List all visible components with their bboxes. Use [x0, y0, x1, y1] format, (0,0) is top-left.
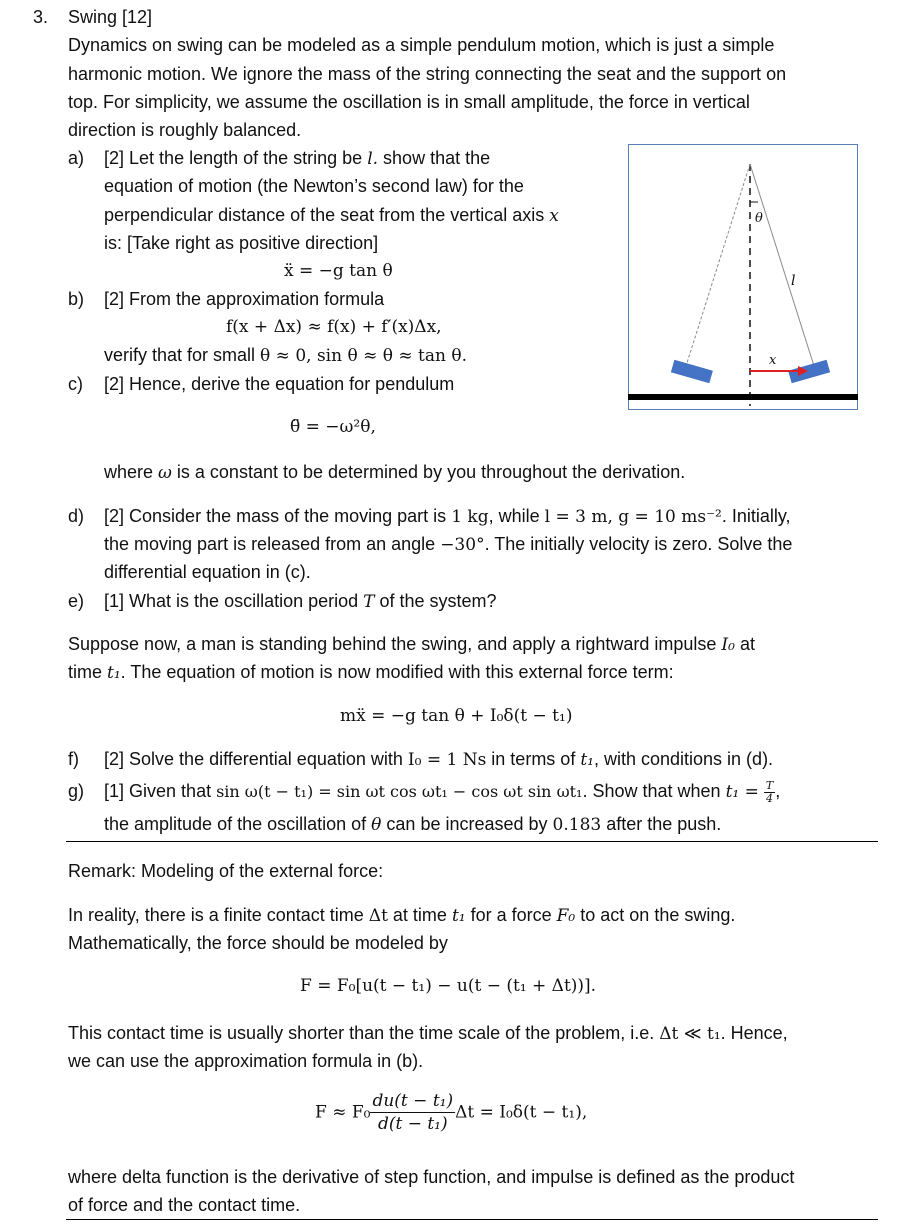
impulse-equation: mẍ = −g tan θ + I₀δ(t − t₁) — [340, 706, 573, 726]
label-l: l — [791, 273, 796, 289]
part-g-label: g) — [68, 781, 85, 801]
part-a-var-x: x — [549, 206, 559, 226]
part-a-line-2: equation of motion (the Newton’s second law) for the — [104, 176, 524, 196]
impulse-var-t1: t₁ — [107, 663, 121, 683]
remark-p1-text-c: for a force — [465, 905, 557, 925]
remark-p1-dt: Δt — [368, 906, 388, 926]
remark-p2-math: Δt ≪ t₁ — [659, 1024, 721, 1044]
part-d-marks: [2] — [104, 506, 125, 526]
remark-p1-text-d: to act on the swing. — [575, 905, 736, 925]
part-c-label: c) — [68, 374, 83, 394]
question-number: 3. — [33, 7, 49, 27]
part-e-label: e) — [68, 591, 85, 611]
impulse-text-1b: at — [734, 634, 755, 654]
part-a-text-1: Let the length of the string be — [129, 148, 368, 168]
remark-p1-text-a: In reality, there is a finite contact time — [68, 905, 369, 925]
part-a-line-3 — [104, 201, 559, 230]
part-c-where-pre: where — [104, 462, 159, 482]
part-b-label: b) — [68, 289, 85, 309]
remark-eq2-num: du(t − t₁) — [372, 1091, 454, 1111]
part-d-text-2b: . The initially velocity is zero. Solve the — [484, 534, 793, 554]
part-c-where-post: is a constant to be determined by you throughout the derivation. — [171, 462, 686, 482]
part-f-var: t₁ — [580, 750, 594, 770]
part-e-pre: What is the oscillation period — [129, 591, 364, 611]
part-g-line-1 — [104, 777, 780, 806]
part-g-identity: sin ω(t − t₁) = sin ωt cos ωt₁ − cos ωt sin ωt₁ — [216, 782, 583, 801]
part-g-frac-num: T — [765, 778, 774, 792]
impulse-text-1a: Suppose now, a man is standing behind the swing, and apply a rightward impulse — [68, 634, 722, 654]
remark-p1-t1: t₁ — [451, 906, 466, 926]
part-c-where — [104, 458, 685, 487]
part-d-label: d) — [68, 506, 85, 526]
pendulum-diagram — [628, 144, 858, 410]
part-b-text-3: verify that for small — [104, 345, 261, 365]
impulse-var-i0: I₀ — [721, 635, 735, 655]
part-f-marks: [2] — [104, 749, 125, 769]
impulse-text-2a: time — [68, 662, 108, 682]
part-e-marks: [1] — [104, 591, 125, 611]
remark-p3-line-1: where delta function is the derivative of step function, and impulse is defined as the product — [68, 1167, 795, 1187]
part-d-mass: 1 kg — [451, 507, 489, 527]
intro-line-4: direction is roughly balanced. — [68, 120, 302, 140]
remark-p1-line-1 — [68, 901, 735, 930]
part-d-text-1a: Consider the mass of the moving part is — [129, 506, 452, 526]
seat-left — [670, 359, 712, 383]
remark-p2-line-1 — [68, 1019, 788, 1048]
remark-equation-1: F = F₀[u(t − t₁) − u(t − (t₁ + Δt))]. — [300, 976, 597, 996]
part-d-line-1 — [104, 502, 791, 531]
part-a-equation: ẍ = −g tan θ — [284, 261, 393, 281]
section-divider — [66, 841, 878, 842]
part-g-pre: Given that — [129, 781, 217, 801]
part-e-var: T — [363, 592, 375, 612]
pendulum-figure — [628, 144, 858, 410]
part-a-line-4: is: [Take right as positive direction] — [104, 233, 379, 253]
part-d-line-2 — [104, 530, 792, 559]
impulse-text-2b: . The equation of motion is now modified with this external force term: — [120, 662, 674, 682]
part-d-line-3: differential equation in (c). — [104, 562, 311, 582]
part-d-angle: −30° — [440, 535, 485, 555]
part-f-math: I₀ = 1 Ns — [407, 750, 487, 770]
part-f-label: f) — [68, 749, 79, 769]
part-e-line — [104, 587, 497, 616]
part-g-fraction — [764, 780, 775, 805]
bottom-divider — [66, 1219, 878, 1220]
part-f-mid: in terms of — [486, 749, 581, 769]
part-c-text-1: Hence, derive the equation for pendulum — [129, 374, 455, 394]
part-g-comma: , — [775, 781, 781, 801]
impulse-line-2 — [68, 658, 674, 687]
part-d-values: l = 3 m, g = 10 ms⁻² — [544, 507, 722, 527]
remark-eq2-fraction — [370, 1090, 455, 1135]
part-g-text-2a: the amplitude of the oscillation of — [104, 814, 372, 834]
label-theta: θ — [755, 211, 763, 226]
part-g-frac-den: 4 — [766, 791, 774, 805]
remark-equation-2 — [315, 1090, 587, 1135]
intro-line-1: Dynamics on swing can be modeled as a simple pendulum motion, which is just a simple — [68, 35, 775, 55]
part-c-marks: [2] — [104, 374, 125, 394]
remark-eq2-den: d(t − t₁) — [377, 1114, 448, 1134]
part-b-marks: [2] — [104, 289, 125, 309]
part-f-pre: Solve the differential equation with — [129, 749, 408, 769]
part-g-var: t₁ = — [725, 782, 759, 802]
string-left — [686, 164, 750, 366]
remark-p2-text-a: This contact time is usually shorter than the time scale of the problem, i.e. — [68, 1023, 660, 1043]
part-b-formula: f(x + Δx) ≈ f(x) + f′(x)Δx, — [226, 317, 442, 337]
remark-heading: Remark: Modeling of the external force: — [68, 861, 384, 881]
part-b-line-1 — [104, 285, 384, 313]
part-a-line-1 — [104, 144, 490, 173]
part-c-omega: ω — [158, 463, 172, 483]
remark-p3-line-2: of force and the contact time. — [68, 1195, 301, 1215]
part-a-text-3: perpendicular distance of the seat from the vertical axis — [104, 205, 550, 225]
part-a-text-1b: show that the — [378, 148, 491, 168]
impulse-line-1 — [68, 630, 755, 659]
part-a-marks: [2] — [104, 148, 125, 168]
remark-p2-text-b: . Hence, — [720, 1023, 788, 1043]
part-d-text-1b: , while — [488, 506, 545, 526]
part-b-text-1: From the approximation formula — [129, 289, 385, 309]
part-e-post: of the system? — [374, 591, 497, 611]
part-g-line-2 — [104, 810, 721, 839]
part-d-text-1c: . Initially, — [721, 506, 791, 526]
string-right — [750, 164, 814, 366]
label-x: x — [769, 353, 777, 368]
part-g-marks: [1] — [104, 781, 125, 801]
remark-eq2-rhs: Δt = I₀δ(t − t₁), — [455, 1102, 588, 1123]
part-g-value: 0.183 — [552, 815, 602, 835]
remark-p2-line-2: we can use the approximation formula in (b). — [68, 1051, 424, 1071]
ground — [628, 394, 858, 400]
part-g-theta: θ — [371, 815, 382, 835]
part-c-equation: θ̈ = −ω²θ, — [290, 417, 376, 437]
part-a-var-l: l. — [367, 149, 379, 169]
remark-p1-line-2: Mathematically, the force should be modeled by — [68, 933, 448, 953]
intro-line-2: harmonic motion. We ignore the mass of the string connecting the seat and the support on — [68, 64, 787, 84]
part-b-math: θ ≈ 0, sin θ ≈ θ ≈ tan θ. — [260, 346, 468, 366]
part-g-text-2c: after the push. — [601, 814, 722, 834]
remark-eq2-lhs: F ≈ F₀ — [315, 1102, 371, 1123]
part-g-text-2b: can be increased by — [381, 814, 553, 834]
remark-p1-f0: F₀ — [556, 906, 576, 926]
intro-line-3: top. For simplicity, we assume the oscillation is in small amplitude, the force in vertical — [68, 92, 750, 112]
part-f-post: , with conditions in (d). — [593, 749, 774, 769]
remark-p1-text-b: at time — [387, 905, 452, 925]
part-c-line-1 — [104, 370, 454, 398]
part-f-line — [104, 745, 773, 774]
question-title: Swing [12] — [68, 7, 153, 27]
part-b-line-3 — [104, 341, 467, 370]
part-a-label: a) — [68, 148, 85, 168]
part-d-text-2a: the moving part is released from an angle — [104, 534, 441, 554]
part-g-mid: . Show that when — [582, 781, 726, 801]
